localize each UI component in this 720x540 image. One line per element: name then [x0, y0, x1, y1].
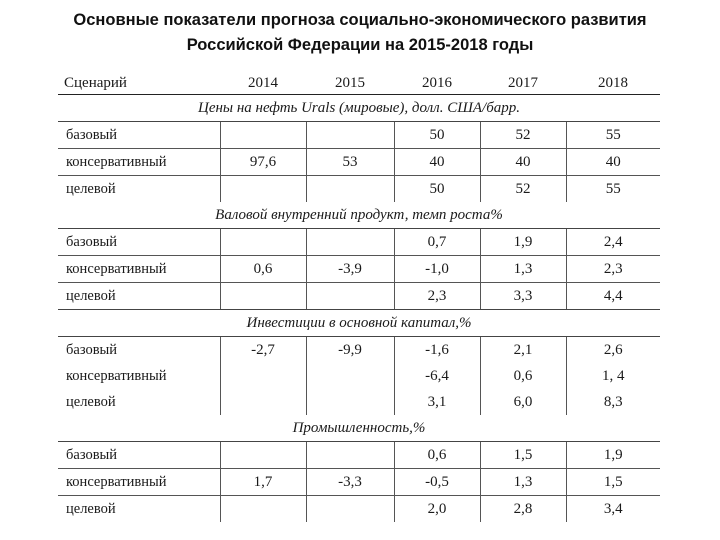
cell: 4,4 [566, 283, 660, 310]
row-label: целевой [66, 180, 116, 197]
cell [306, 176, 394, 203]
cell: 97,6 [220, 149, 306, 176]
title-line-1: Основные показатели прогноза социально-экономического развития [73, 11, 647, 29]
cell: -0,5 [394, 469, 480, 496]
table-row [58, 229, 660, 256]
cell [306, 389, 394, 415]
table-row [58, 389, 660, 415]
cell: -3,3 [306, 469, 394, 496]
cell [306, 496, 394, 523]
row-label: базовый [58, 229, 220, 256]
cell [306, 229, 394, 256]
cell [220, 442, 306, 469]
section-title: Цены на нефть Urals (мировые), долл. США/барр. [58, 95, 660, 122]
cell: 1,9 [480, 229, 566, 256]
section-title-row [58, 415, 660, 442]
section-title-row [58, 202, 660, 229]
page-title [0, 8, 720, 58]
cell: 1,3 [480, 256, 566, 283]
cell [306, 442, 394, 469]
cell: 2,6 [566, 337, 660, 364]
title-line-2: Российской Федерации на 2015-2018 годы [186, 36, 534, 54]
table-row [58, 363, 660, 389]
cell [220, 122, 306, 149]
cell: -1,0 [394, 256, 480, 283]
table-row [58, 176, 660, 203]
section-title-row [58, 310, 660, 337]
cell: 2,0 [394, 496, 480, 523]
cell [220, 389, 306, 415]
cell: 55 [566, 176, 660, 203]
header-row [58, 72, 660, 95]
cell [220, 363, 306, 389]
cell [220, 176, 306, 203]
table-row [58, 256, 660, 283]
cell: 1,7 [220, 469, 306, 496]
row-label: консервативный [58, 469, 220, 496]
cell: 0,6 [480, 363, 566, 389]
cell: 0,6 [394, 442, 480, 469]
cell: -9,9 [306, 337, 394, 364]
cell: 0,6 [220, 256, 306, 283]
table-row [58, 469, 660, 496]
cell: 40 [480, 149, 566, 176]
cell: 2,8 [480, 496, 566, 523]
table-row [58, 149, 660, 176]
cell: 2,4 [566, 229, 660, 256]
row-label: целевой [58, 283, 220, 310]
cell: -1,6 [394, 337, 480, 364]
cell: 53 [306, 149, 394, 176]
cell: 2,3 [566, 256, 660, 283]
cell: 52 [480, 176, 566, 203]
cell: 1, 4 [566, 363, 660, 389]
cell: 40 [566, 149, 660, 176]
row-label: консервативный [58, 149, 220, 176]
cell: -6,4 [394, 363, 480, 389]
cell: -3,9 [306, 256, 394, 283]
cell: 2,3 [394, 283, 480, 310]
section-title: Валовой внутренний продукт, темп роста% [58, 202, 660, 229]
cell: 3,1 [394, 389, 480, 415]
cell: 6,0 [480, 389, 566, 415]
section-title: Инвестиции в основной капитал,% [58, 310, 660, 337]
table-row [58, 496, 660, 523]
row-label: консервативный [66, 367, 167, 384]
cell: 52 [480, 122, 566, 149]
cell: 50 [394, 122, 480, 149]
cell: -2,7 [220, 337, 306, 364]
cell: 1,5 [566, 469, 660, 496]
section-title-row [58, 95, 660, 122]
header-year: 2017 [480, 72, 566, 95]
cell [306, 122, 394, 149]
cell [306, 283, 394, 310]
row-label: целевой [66, 500, 116, 517]
header-year: 2014 [220, 72, 306, 95]
row-label: базовый [58, 442, 220, 469]
cell: 3,4 [566, 496, 660, 523]
cell: 0,7 [394, 229, 480, 256]
table-row [58, 122, 660, 149]
cell: 1,9 [566, 442, 660, 469]
header-scenario: Сценарий [58, 72, 220, 95]
cell: 1,3 [480, 469, 566, 496]
cell: 8,3 [566, 389, 660, 415]
row-label: базовый [58, 122, 220, 149]
cell [306, 363, 394, 389]
row-label: консервативный [58, 256, 220, 283]
header-year: 2018 [566, 72, 660, 95]
row-label: базовый [66, 341, 118, 358]
cell [220, 229, 306, 256]
cell [220, 283, 306, 310]
row-label: целевой [66, 393, 116, 410]
cell: 3,3 [480, 283, 566, 310]
header-year: 2015 [306, 72, 394, 95]
cell: 40 [394, 149, 480, 176]
cell: 55 [566, 122, 660, 149]
cell [220, 496, 306, 523]
header-year: 2016 [394, 72, 480, 95]
cell: 1,5 [480, 442, 566, 469]
table-row [58, 442, 660, 469]
forecast-table [58, 72, 660, 522]
table-row [58, 337, 660, 364]
table-row [58, 283, 660, 310]
section-title: Промышленность,% [58, 415, 660, 442]
cell: 2,1 [480, 337, 566, 364]
cell: 50 [394, 176, 480, 203]
